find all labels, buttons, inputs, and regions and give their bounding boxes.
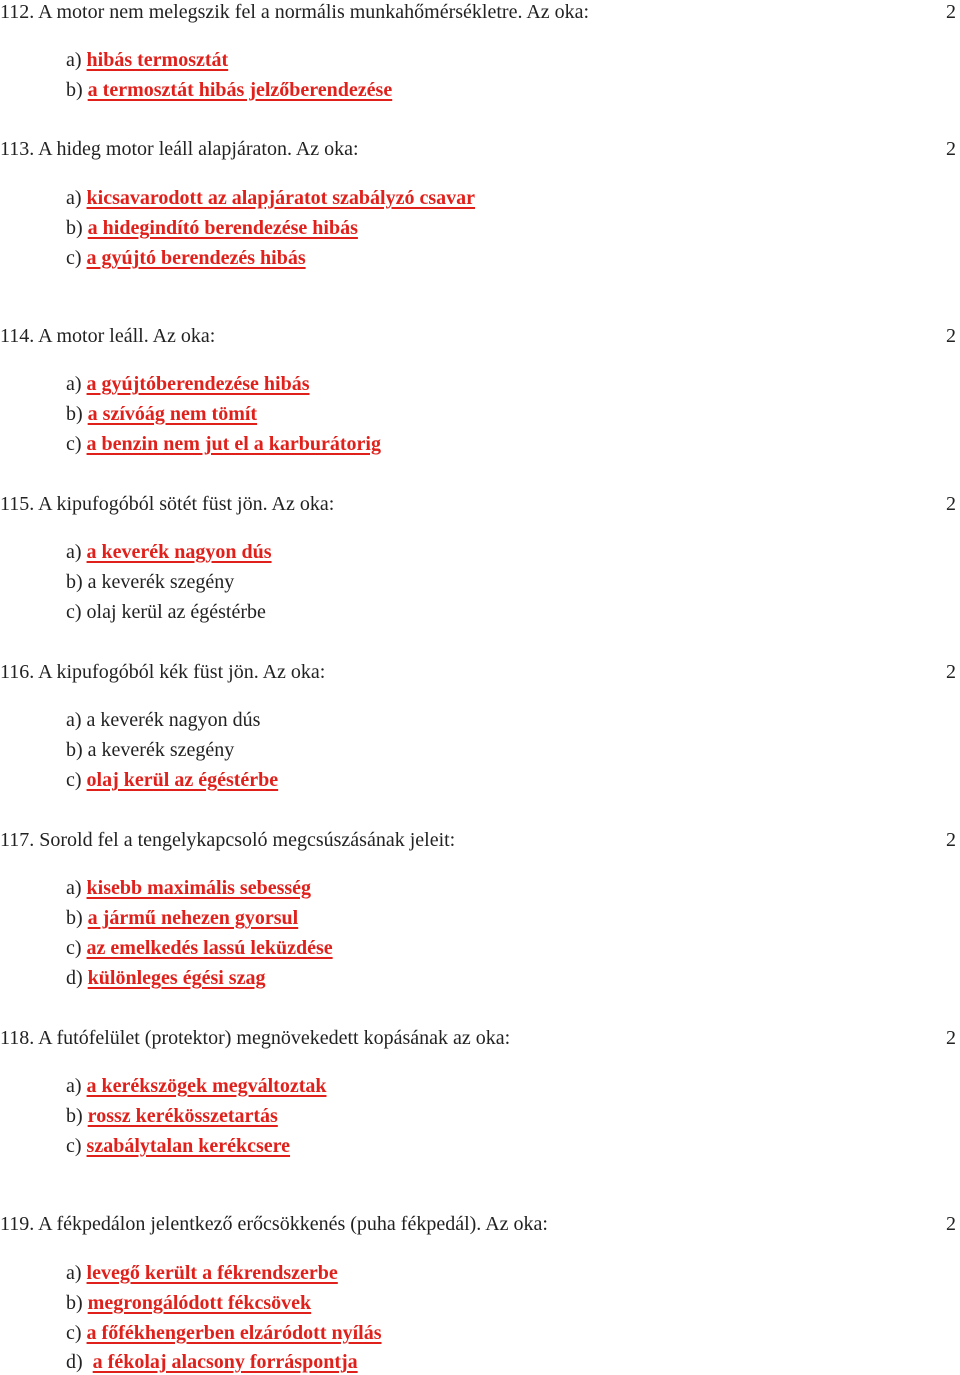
answer-116-c [66, 768, 278, 792]
question-title: 118. A futófelület (protektor) megnövekedett kopásának az oka: [0, 1027, 511, 1049]
answer-114-c [66, 432, 381, 456]
question-title: 114. A motor leáll. Az oka: [0, 325, 216, 347]
answer-114-a [66, 372, 310, 396]
answer-118-c [66, 1134, 290, 1158]
question-title: 119. A fékpedálon jelentkező erőcsökkenés (puha fékpedál). Az oka: [0, 1213, 548, 1235]
question-points: 2 [946, 138, 956, 160]
answer-114-b [66, 402, 257, 426]
answer-113-a [66, 186, 475, 210]
answer-letter: b) [66, 403, 88, 425]
answer-letter: a) [66, 187, 87, 209]
answer-116-a [66, 708, 260, 732]
question-points: 2 [946, 1213, 956, 1235]
question-points: 2 [946, 829, 956, 851]
answer-117-d [66, 966, 265, 990]
answer-letter: a) [66, 1075, 87, 1097]
answer-letter: b) [66, 1105, 88, 1127]
answer-116-b [66, 738, 234, 762]
answer-letter: b) [66, 217, 88, 239]
answer-119-c [66, 1321, 382, 1345]
answer-text: a benzin nem jut el a karburátorig [86, 433, 381, 455]
question-points: 2 [946, 325, 956, 347]
answer-text: olaj kerül az égéstérbe [86, 769, 279, 791]
answer-letter: a) [66, 541, 87, 563]
answer-text: különleges égési szag [87, 967, 266, 989]
answer-117-a [66, 876, 311, 900]
answer-text: megrongálódott fékcsövek [87, 1292, 312, 1314]
answer-text: a fékolaj alacsony forráspontja [92, 1351, 358, 1373]
answer-112-a [66, 48, 228, 72]
question-title: 117. Sorold fel a tengelykapcsoló megcsúszásának jeleit: [0, 829, 456, 851]
answer-letter: d) [66, 967, 88, 989]
answer-117-c [66, 936, 333, 960]
answer-text: hibás termosztát [86, 49, 229, 71]
answer-letter: a) [66, 877, 87, 899]
answer-letter: c) [66, 601, 87, 623]
answer-letter: b) [66, 571, 88, 593]
answer-text: olaj kerül az égéstérbe [86, 601, 266, 623]
answer-text: kicsavarodott az alapjáratot szabályzó csavar [86, 187, 476, 209]
answer-119-a [66, 1261, 338, 1285]
answer-text: a termosztát hibás jelzőberendezése [87, 79, 393, 101]
answer-text: a szívóág nem tömít [87, 403, 258, 425]
answer-text: levegő került a fékrendszerbe [86, 1262, 338, 1284]
answer-118-b [66, 1104, 278, 1128]
answer-113-c [66, 246, 306, 270]
answer-letter: c) [66, 247, 87, 269]
answer-text: szabálytalan kerékcsere [86, 1135, 291, 1157]
answer-letter: c) [66, 1322, 87, 1344]
answer-text: a jármű nehezen gyorsul [87, 907, 299, 929]
question-title: 113. A hideg motor leáll alapjáraton. Az oka: [0, 138, 359, 160]
answer-letter: b) [66, 79, 88, 101]
answer-text: a főfékhengerben elzáródott nyílás [86, 1322, 382, 1344]
answer-119-d [66, 1350, 358, 1374]
answer-letter: b) [66, 907, 88, 929]
answer-letter: a) [66, 1262, 87, 1284]
question-title: 116. A kipufogóból kék füst jön. Az oka: [0, 661, 326, 683]
answer-112-b [66, 78, 392, 102]
answer-letter: c) [66, 937, 87, 959]
answer-115-b [66, 570, 234, 594]
answer-117-b [66, 906, 298, 930]
answer-letter: c) [66, 433, 87, 455]
answer-letter: a) [66, 709, 87, 731]
answer-letter: c) [66, 1135, 87, 1157]
answer-text: rossz kerékösszetartás [87, 1105, 278, 1127]
answer-letter: a) [66, 373, 87, 395]
answer-text: a keverék szegény [87, 571, 235, 593]
answer-text: a gyújtóberendezése hibás [86, 373, 310, 395]
question-points: 2 [946, 493, 956, 515]
answer-letter: b) [66, 739, 88, 761]
answer-115-c [66, 600, 266, 624]
answer-text: a keverék nagyon dús [86, 709, 261, 731]
answer-text: a hidegindító berendezése hibás [87, 217, 358, 239]
answer-118-a [66, 1074, 327, 1098]
answer-text: a keverék nagyon dús [86, 541, 272, 563]
answer-text: a gyújtó berendezés hibás [86, 247, 306, 269]
answer-text: kisebb maximális sebesség [86, 877, 312, 899]
question-points: 2 [946, 1, 956, 23]
answer-113-b [66, 216, 358, 240]
question-points: 2 [946, 1027, 956, 1049]
answer-letter: a) [66, 49, 87, 71]
answer-115-a [66, 540, 272, 564]
answer-text: a kerékszögek megváltoztak [86, 1075, 327, 1097]
answer-letter: c) [66, 769, 87, 791]
question-title: 115. A kipufogóból sötét füst jön. Az oka: [0, 493, 335, 515]
answer-letter: b) [66, 1292, 88, 1314]
answer-119-b [66, 1291, 311, 1315]
answer-letter: d) [66, 1351, 93, 1373]
answer-text: az emelkedés lassú leküzdése [86, 937, 333, 959]
question-title: 112. A motor nem melegszik fel a normális munkahőmérsékletre. Az oka: [0, 1, 590, 23]
answer-text: a keverék szegény [87, 739, 235, 761]
question-points: 2 [946, 661, 956, 683]
